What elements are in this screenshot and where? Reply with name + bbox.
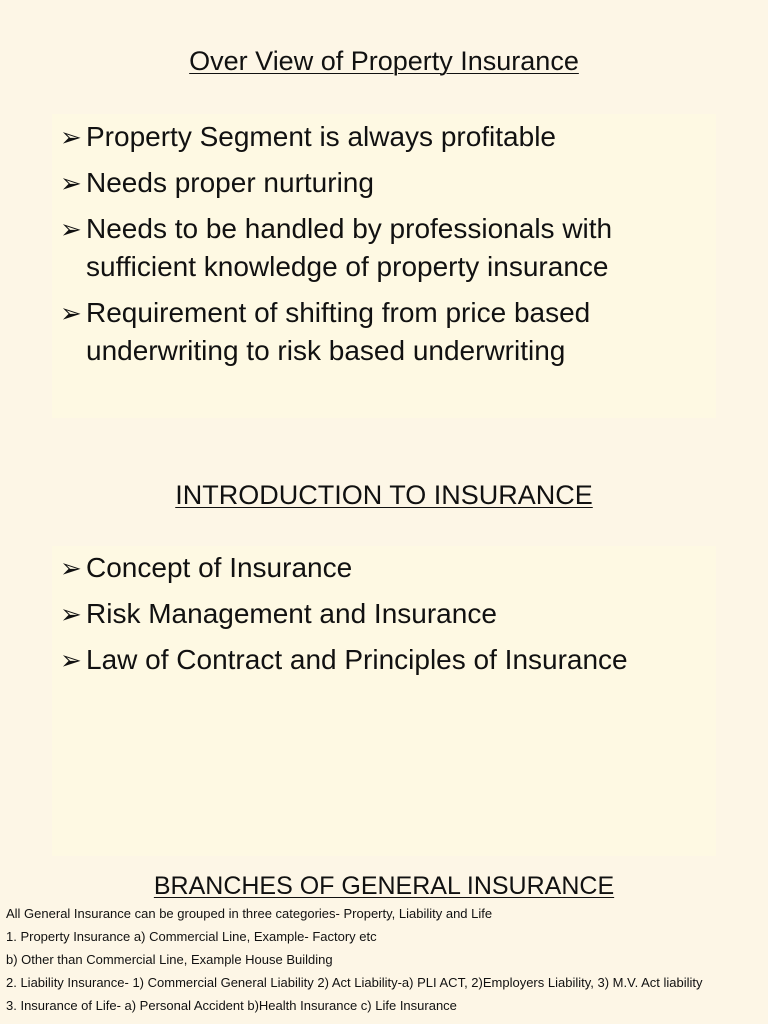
bullet-text: Concept of Insurance xyxy=(86,552,353,583)
slide-property-overview xyxy=(0,0,768,432)
slide-title: Over View of Property Insurance xyxy=(189,46,579,76)
bullet-text: Needs to be handled by professionals with sufficient knowledge of property insurance xyxy=(86,213,613,282)
bullet-item xyxy=(60,595,720,633)
content-box xyxy=(52,546,716,856)
bullet-text: Law of Contract and Principles of Insurance xyxy=(86,644,628,675)
slide-introduction xyxy=(0,432,768,864)
arrow-bullet-icon: ➢ xyxy=(60,168,82,198)
arrow-bullet-icon: ➢ xyxy=(60,599,82,629)
arrow-bullet-icon: ➢ xyxy=(60,214,82,244)
bullet-item xyxy=(60,118,720,156)
slide-title: BRANCHES OF GENERAL INSURANCE xyxy=(153,872,615,900)
bullet-list xyxy=(60,118,720,378)
bullet-item xyxy=(60,164,720,202)
arrow-bullet-icon: ➢ xyxy=(60,645,82,675)
bullet-text: Needs proper nurturing xyxy=(86,167,374,198)
arrow-bullet-icon: ➢ xyxy=(60,553,82,583)
bullet-item xyxy=(60,549,720,587)
branches-line: All General Insurance can be grouped in three categories- Property, Liability and Life xyxy=(6,906,493,921)
bullet-item xyxy=(60,294,720,370)
slide-title: INTRODUCTION TO INSURANCE xyxy=(175,480,593,510)
branches-line: 1. Property Insurance a) Commercial Line, Example- Factory etc xyxy=(6,929,377,944)
bullet-text: Property Segment is always profitable xyxy=(86,121,556,152)
bullet-text: Requirement of shifting from price based underwriting to risk based underwriting xyxy=(86,297,591,366)
arrow-bullet-icon: ➢ xyxy=(60,298,82,328)
content-box xyxy=(52,114,716,418)
bullet-list xyxy=(60,549,720,687)
branches-line: b) Other than Commercial Line, Example House Building xyxy=(6,952,333,967)
bullet-item xyxy=(60,641,720,679)
bullet-item xyxy=(60,210,720,286)
branches-text xyxy=(6,906,756,1021)
branches-line: 2. Liability Insurance- 1) Commercial General Liability 2) Act Liability-a) PLI ACT, 2)Employers Liability, 3) M.V. Act liability xyxy=(6,975,703,990)
bullet-text: Risk Management and Insurance xyxy=(86,598,497,629)
branches-line: 3. Insurance of Life- a) Personal Accident b)Health Insurance c) Life Insurance xyxy=(6,998,457,1013)
arrow-bullet-icon: ➢ xyxy=(60,122,82,152)
slide-branches xyxy=(0,864,768,1024)
